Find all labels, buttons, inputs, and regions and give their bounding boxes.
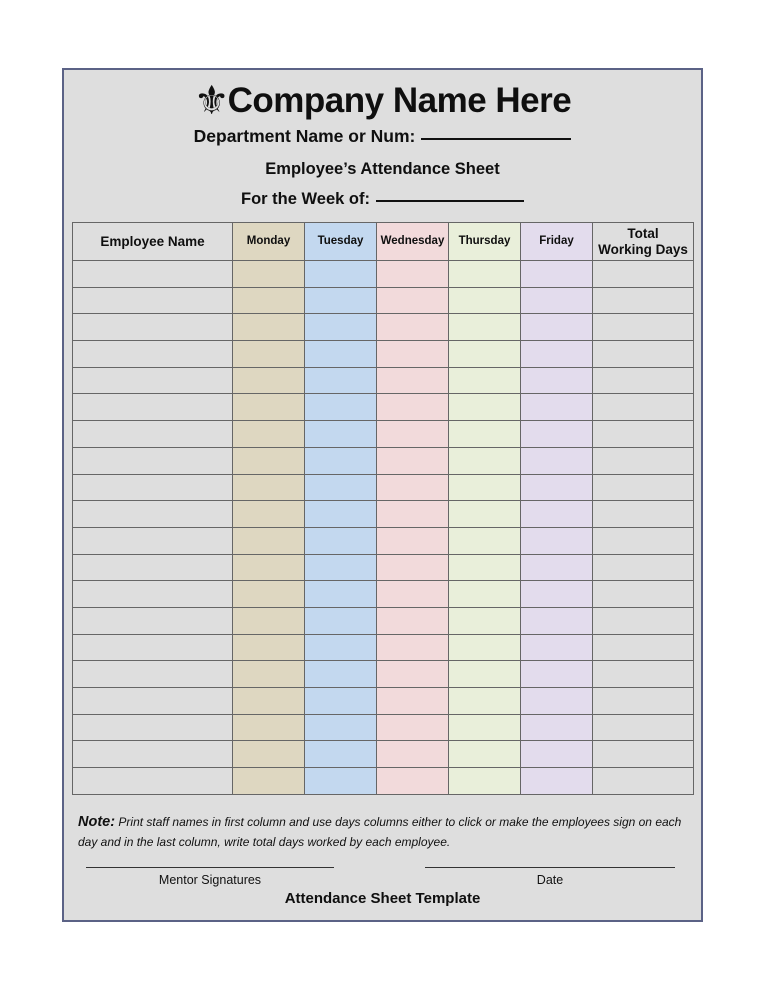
column-header-employee-name: Employee Name [73,223,233,261]
cell-total[interactable] [593,741,694,768]
cell-wed[interactable] [377,527,449,554]
table-row [73,261,694,288]
table-row [73,421,694,448]
attendance-table [72,222,694,795]
cell-name[interactable] [73,394,233,421]
cell-fri[interactable] [521,261,593,288]
cell-total[interactable] [593,367,694,394]
table-row [73,341,694,368]
cell-fri[interactable] [521,581,593,608]
cell-wed[interactable] [377,314,449,341]
cell-thu[interactable] [449,287,521,314]
cell-tue[interactable] [305,501,377,528]
cell-name[interactable] [73,447,233,474]
column-header-tuesday: Tuesday [305,223,377,261]
cell-mon[interactable] [233,314,305,341]
cell-tue[interactable] [305,661,377,688]
cell-tue[interactable] [305,287,377,314]
cell-thu[interactable] [449,661,521,688]
week-input[interactable] [376,200,524,202]
cell-wed[interactable] [377,447,449,474]
cell-tue[interactable] [305,447,377,474]
sheet-header [64,70,701,209]
cell-tue[interactable] [305,261,377,288]
cell-mon[interactable] [233,341,305,368]
week-field-row [64,190,701,209]
cell-fri[interactable] [521,688,593,715]
note-label: Note: [78,813,116,830]
cell-mon[interactable] [233,527,305,554]
cell-wed[interactable] [377,581,449,608]
cell-thu[interactable] [449,421,521,448]
cell-mon[interactable] [233,581,305,608]
cell-tue[interactable] [305,421,377,448]
cell-name[interactable] [73,607,233,634]
table-row [73,447,694,474]
cell-name[interactable] [73,314,233,341]
cell-tue[interactable] [305,607,377,634]
table-row [73,394,694,421]
cell-total[interactable] [593,447,694,474]
cell-thu[interactable] [449,714,521,741]
table-row [73,314,694,341]
cell-fri[interactable] [521,314,593,341]
table-row [73,474,694,501]
table-body [73,261,694,795]
cell-fri[interactable] [521,394,593,421]
cell-thu[interactable] [449,341,521,368]
cell-name[interactable] [73,661,233,688]
cell-tue[interactable] [305,634,377,661]
department-label: Department Name or Num: [193,126,416,146]
cell-fri[interactable] [521,661,593,688]
cell-mon[interactable] [233,554,305,581]
cell-fri[interactable] [521,634,593,661]
cell-wed[interactable] [377,394,449,421]
cell-fri[interactable] [521,421,593,448]
cell-name[interactable] [73,367,233,394]
table-row [73,688,694,715]
cell-name[interactable] [73,527,233,554]
cell-mon[interactable] [233,474,305,501]
cell-thu[interactable] [449,607,521,634]
department-input[interactable] [421,138,571,140]
cell-wed[interactable] [377,554,449,581]
note-block [78,811,687,852]
cell-tue[interactable] [305,688,377,715]
cell-total[interactable] [593,394,694,421]
mentor-signature-label: Mentor Signatures [158,873,262,887]
cell-mon[interactable] [233,421,305,448]
column-header-thursday: Thursday [449,223,521,261]
cell-wed[interactable] [377,688,449,715]
cell-wed[interactable] [377,768,449,795]
cell-mon[interactable] [233,287,305,314]
cell-thu[interactable] [449,261,521,288]
template-caption: Attendance Sheet Template [284,890,481,907]
cell-fri[interactable] [521,287,593,314]
cell-tue[interactable] [305,367,377,394]
fleur-de-lis-icon: ⚜ [193,79,228,123]
table-row [73,741,694,768]
table-row [73,367,694,394]
cell-tue[interactable] [305,741,377,768]
cell-name[interactable] [73,741,233,768]
cell-thu[interactable] [449,688,521,715]
cell-total[interactable] [593,527,694,554]
cell-name[interactable] [73,714,233,741]
cell-total[interactable] [593,554,694,581]
cell-name[interactable] [73,634,233,661]
cell-fri[interactable] [521,341,593,368]
cell-wed[interactable] [377,634,449,661]
attendance-table-wrapper [72,222,693,795]
cell-tue[interactable] [305,527,377,554]
department-field-row [64,126,701,147]
cell-tue[interactable] [305,314,377,341]
cell-fri[interactable] [521,607,593,634]
cell-name[interactable] [73,474,233,501]
cell-wed[interactable] [377,714,449,741]
cell-fri[interactable] [521,768,593,795]
cell-tue[interactable] [305,554,377,581]
cell-tue[interactable] [305,714,377,741]
cell-name[interactable] [73,581,233,608]
signature-area [64,858,701,914]
cell-fri[interactable] [521,741,593,768]
cell-thu[interactable] [449,741,521,768]
column-header-total-working-days [593,223,694,261]
cell-tue[interactable] [305,581,377,608]
cell-mon[interactable] [233,688,305,715]
cell-fri[interactable] [521,501,593,528]
cell-name[interactable] [73,421,233,448]
cell-mon[interactable] [233,367,305,394]
cell-thu[interactable] [449,554,521,581]
cell-wed[interactable] [377,367,449,394]
cell-thu[interactable] [449,581,521,608]
cell-mon[interactable] [233,661,305,688]
cell-mon[interactable] [233,714,305,741]
cell-total[interactable] [593,261,694,288]
total-header-line1: Total [627,225,659,241]
table-row [73,607,694,634]
cell-mon[interactable] [233,741,305,768]
table-row [73,634,694,661]
cell-total[interactable] [593,714,694,741]
cell-fri[interactable] [521,474,593,501]
cell-tue[interactable] [305,341,377,368]
cell-total[interactable] [593,341,694,368]
cell-mon[interactable] [233,447,305,474]
company-name: Company Name Here [227,80,572,120]
cell-name[interactable] [73,341,233,368]
cell-name[interactable] [73,501,233,528]
cell-thu[interactable] [449,768,521,795]
cell-mon[interactable] [233,394,305,421]
cell-wed[interactable] [377,501,449,528]
cell-tue[interactable] [305,474,377,501]
cell-mon[interactable] [233,261,305,288]
cell-total[interactable] [593,501,694,528]
cell-total[interactable] [593,661,694,688]
cell-thu[interactable] [449,447,521,474]
table-header [73,223,694,261]
cell-thu[interactable] [449,394,521,421]
cell-total[interactable] [593,287,694,314]
week-label: For the Week of: [241,190,370,208]
cell-name[interactable] [73,688,233,715]
table-row [73,661,694,688]
cell-mon[interactable] [233,634,305,661]
table-row [73,501,694,528]
cell-total[interactable] [593,607,694,634]
cell-mon[interactable] [233,501,305,528]
table-header-row [73,223,694,261]
cell-total[interactable] [593,421,694,448]
attendance-sheet-page [62,68,703,922]
cell-thu[interactable] [449,367,521,394]
mentor-signature-line[interactable] [86,867,334,868]
cell-mon[interactable] [233,768,305,795]
cell-wed[interactable] [377,607,449,634]
table-row [73,768,694,795]
cell-wed[interactable] [377,341,449,368]
note-text: Print staff names in first column and use days columns either to click or make the employees sign on each day and in the last column, write total days worked by each employee. [78,814,682,850]
cell-fri[interactable] [521,367,593,394]
cell-total[interactable] [593,634,694,661]
cell-wed[interactable] [377,421,449,448]
cell-name[interactable] [73,287,233,314]
column-header-friday: Friday [521,223,593,261]
table-row [73,714,694,741]
cell-thu[interactable] [449,474,521,501]
page-title: Employee’s Attendance Sheet [265,160,500,178]
company-title-row [64,79,701,123]
cell-thu[interactable] [449,501,521,528]
cell-wed[interactable] [377,261,449,288]
cell-fri[interactable] [521,447,593,474]
cell-total[interactable] [593,581,694,608]
table-row [73,527,694,554]
cell-thu[interactable] [449,634,521,661]
cell-wed[interactable] [377,287,449,314]
table-row [73,581,694,608]
cell-total[interactable] [593,314,694,341]
cell-fri[interactable] [521,714,593,741]
column-header-wednesday: Wednesday [377,223,449,261]
date-label: Date [536,873,564,887]
cell-total[interactable] [593,474,694,501]
cell-fri[interactable] [521,527,593,554]
table-row [73,554,694,581]
total-header-line2: Working Days [598,241,688,257]
cell-mon[interactable] [233,607,305,634]
table-row [73,287,694,314]
date-line[interactable] [425,867,675,868]
cell-wed[interactable] [377,661,449,688]
cell-thu[interactable] [449,314,521,341]
cell-fri[interactable] [521,554,593,581]
column-header-monday: Monday [233,223,305,261]
cell-tue[interactable] [305,768,377,795]
cell-total[interactable] [593,688,694,715]
cell-tue[interactable] [305,394,377,421]
cell-thu[interactable] [449,527,521,554]
cell-wed[interactable] [377,474,449,501]
cell-wed[interactable] [377,741,449,768]
cell-name[interactable] [73,768,233,795]
cell-name[interactable] [73,554,233,581]
cell-total[interactable] [593,768,694,795]
cell-name[interactable] [73,261,233,288]
